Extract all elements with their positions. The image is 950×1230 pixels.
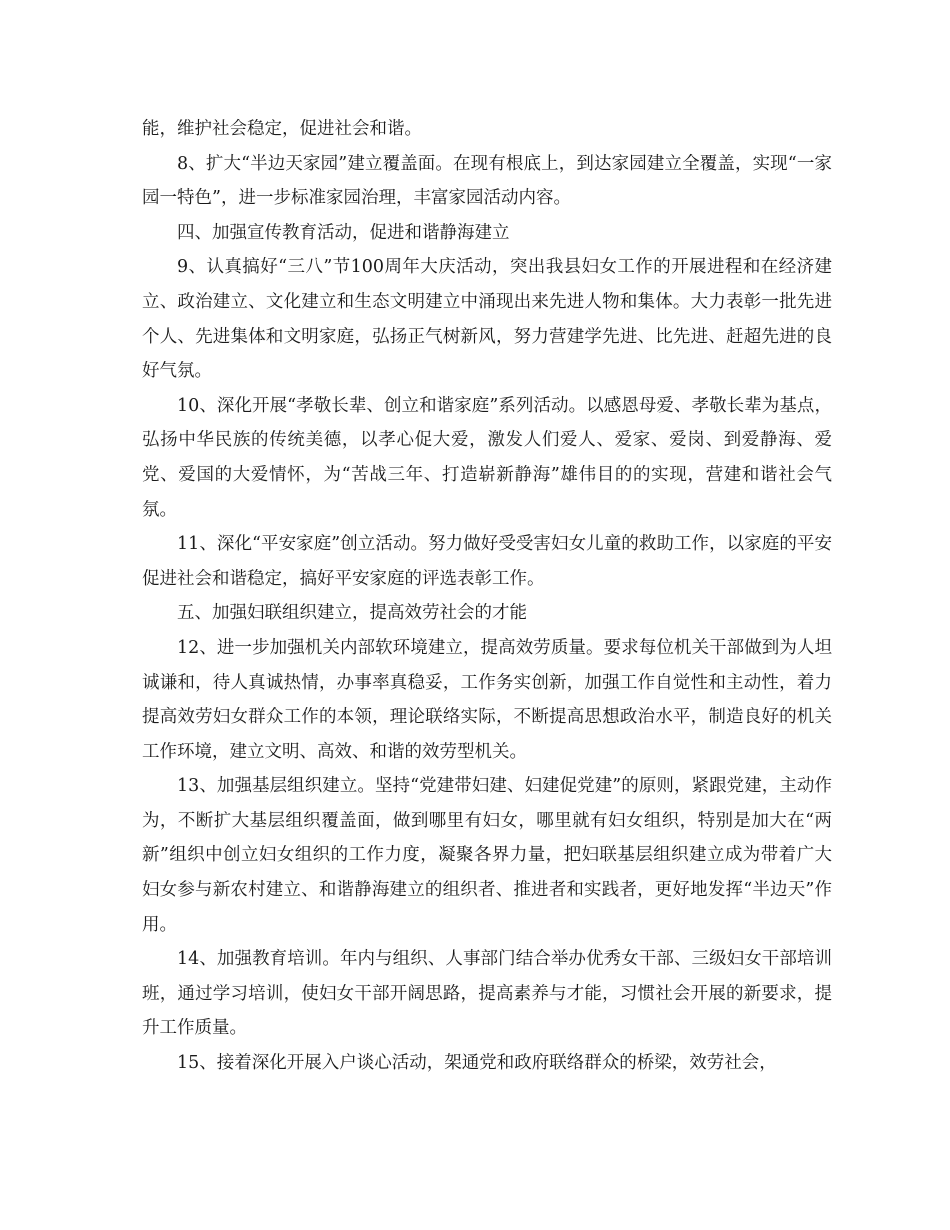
paragraph-item-12: 12、进一步加强机关内部软环境建立，提高效劳质量。要求每位机关干部做到为人坦诚谦和，待人真诚热情，办事率真稳妥，工作务实创新，加强工作自觉性和主动性，着力提高效劳妇女群众工作的本领，理论联络实际，不断提高思想政治水平，制造良好的机关工作环境，建立文明、高效、和谐的效劳型机关。: [142, 637, 832, 762]
paragraph-item-15: 15、接着深化开展入户谈心活动，架通党和政府联络群众的桥梁，效劳社会，: [177, 1053, 777, 1074]
paragraph-item-13: 13、加强基层组织建立。坚持“党建带妇建、妇建促党建”的原则，紧跟党建，主动作为，不断扩大基层组织覆盖面，做到哪里有妇女，哪里就有妇女组织，特别是加大在“两新”组织中创立妇女组织的工作力度，凝聚各界力量，把妇联基层组织建立成为带着广大妇女参与新农村建立、和谐静海建立的组织者、推进者和实践者，更好地发挥“半边天”作用。: [142, 776, 832, 935]
paragraph-item-14: 14、加强教育培训。年内与组织、人事部门结合举办优秀女干部、三级妇女干部培训班，通过学习培训，使妇女干部开阔思路，提高素养与才能，习惯社会开展的新要求，提升工作质量。: [142, 949, 832, 1039]
section-heading-4: 四、加强宣传教育活动，促进和谐静海建立: [177, 222, 510, 243]
paragraph-item-10: 10、深化开展“孝敬长辈、创立和谐家庭”系列活动。以感恩母爱、孝敬长辈为基点，弘扬中华民族的传统美德，以孝心促大爱，激发人们爱人、爱家、爱岗、到爱静海、爱党、爱国的大爱情怀，为“苦战三年、打造崭新静海”雄伟目的的实现，营建和谐社会气氛。: [142, 395, 832, 520]
document-body: [142, 112, 832, 1081]
paragraph-continuation: 能，维护社会稳定，促进社会和谐。: [142, 119, 422, 139]
paragraph-item-11: 11、深化“平安家庭”创立活动。努力做好受受害妇女儿童的救助工作，以家庭的平安促进社会和谐稳定，搞好平安家庭的评选表彰工作。: [142, 534, 832, 589]
paragraph-item-8: 8、扩大“半边天家园”建立覆盖面。在现有根底上，到达家园建立全覆盖，实现“一家园一特色”，进一步标准家园治理，丰富家园活动内容。: [142, 153, 832, 209]
paragraph-item-9: 9、认真搞好“三八”节100周年大庆活动，突出我县妇女工作的开展进程和在经济建立、政治建立、文化建立和生态文明建立中涌现出来先进人物和集体。大力表彰一批先进个人、先进集体和文明家庭，弘扬正气树新风，努力营建学先进、比先进、赶超先进的良好气氛。: [142, 257, 832, 382]
section-heading-5: 五、加强妇联组织建立，提高效劳社会的才能: [177, 603, 527, 624]
